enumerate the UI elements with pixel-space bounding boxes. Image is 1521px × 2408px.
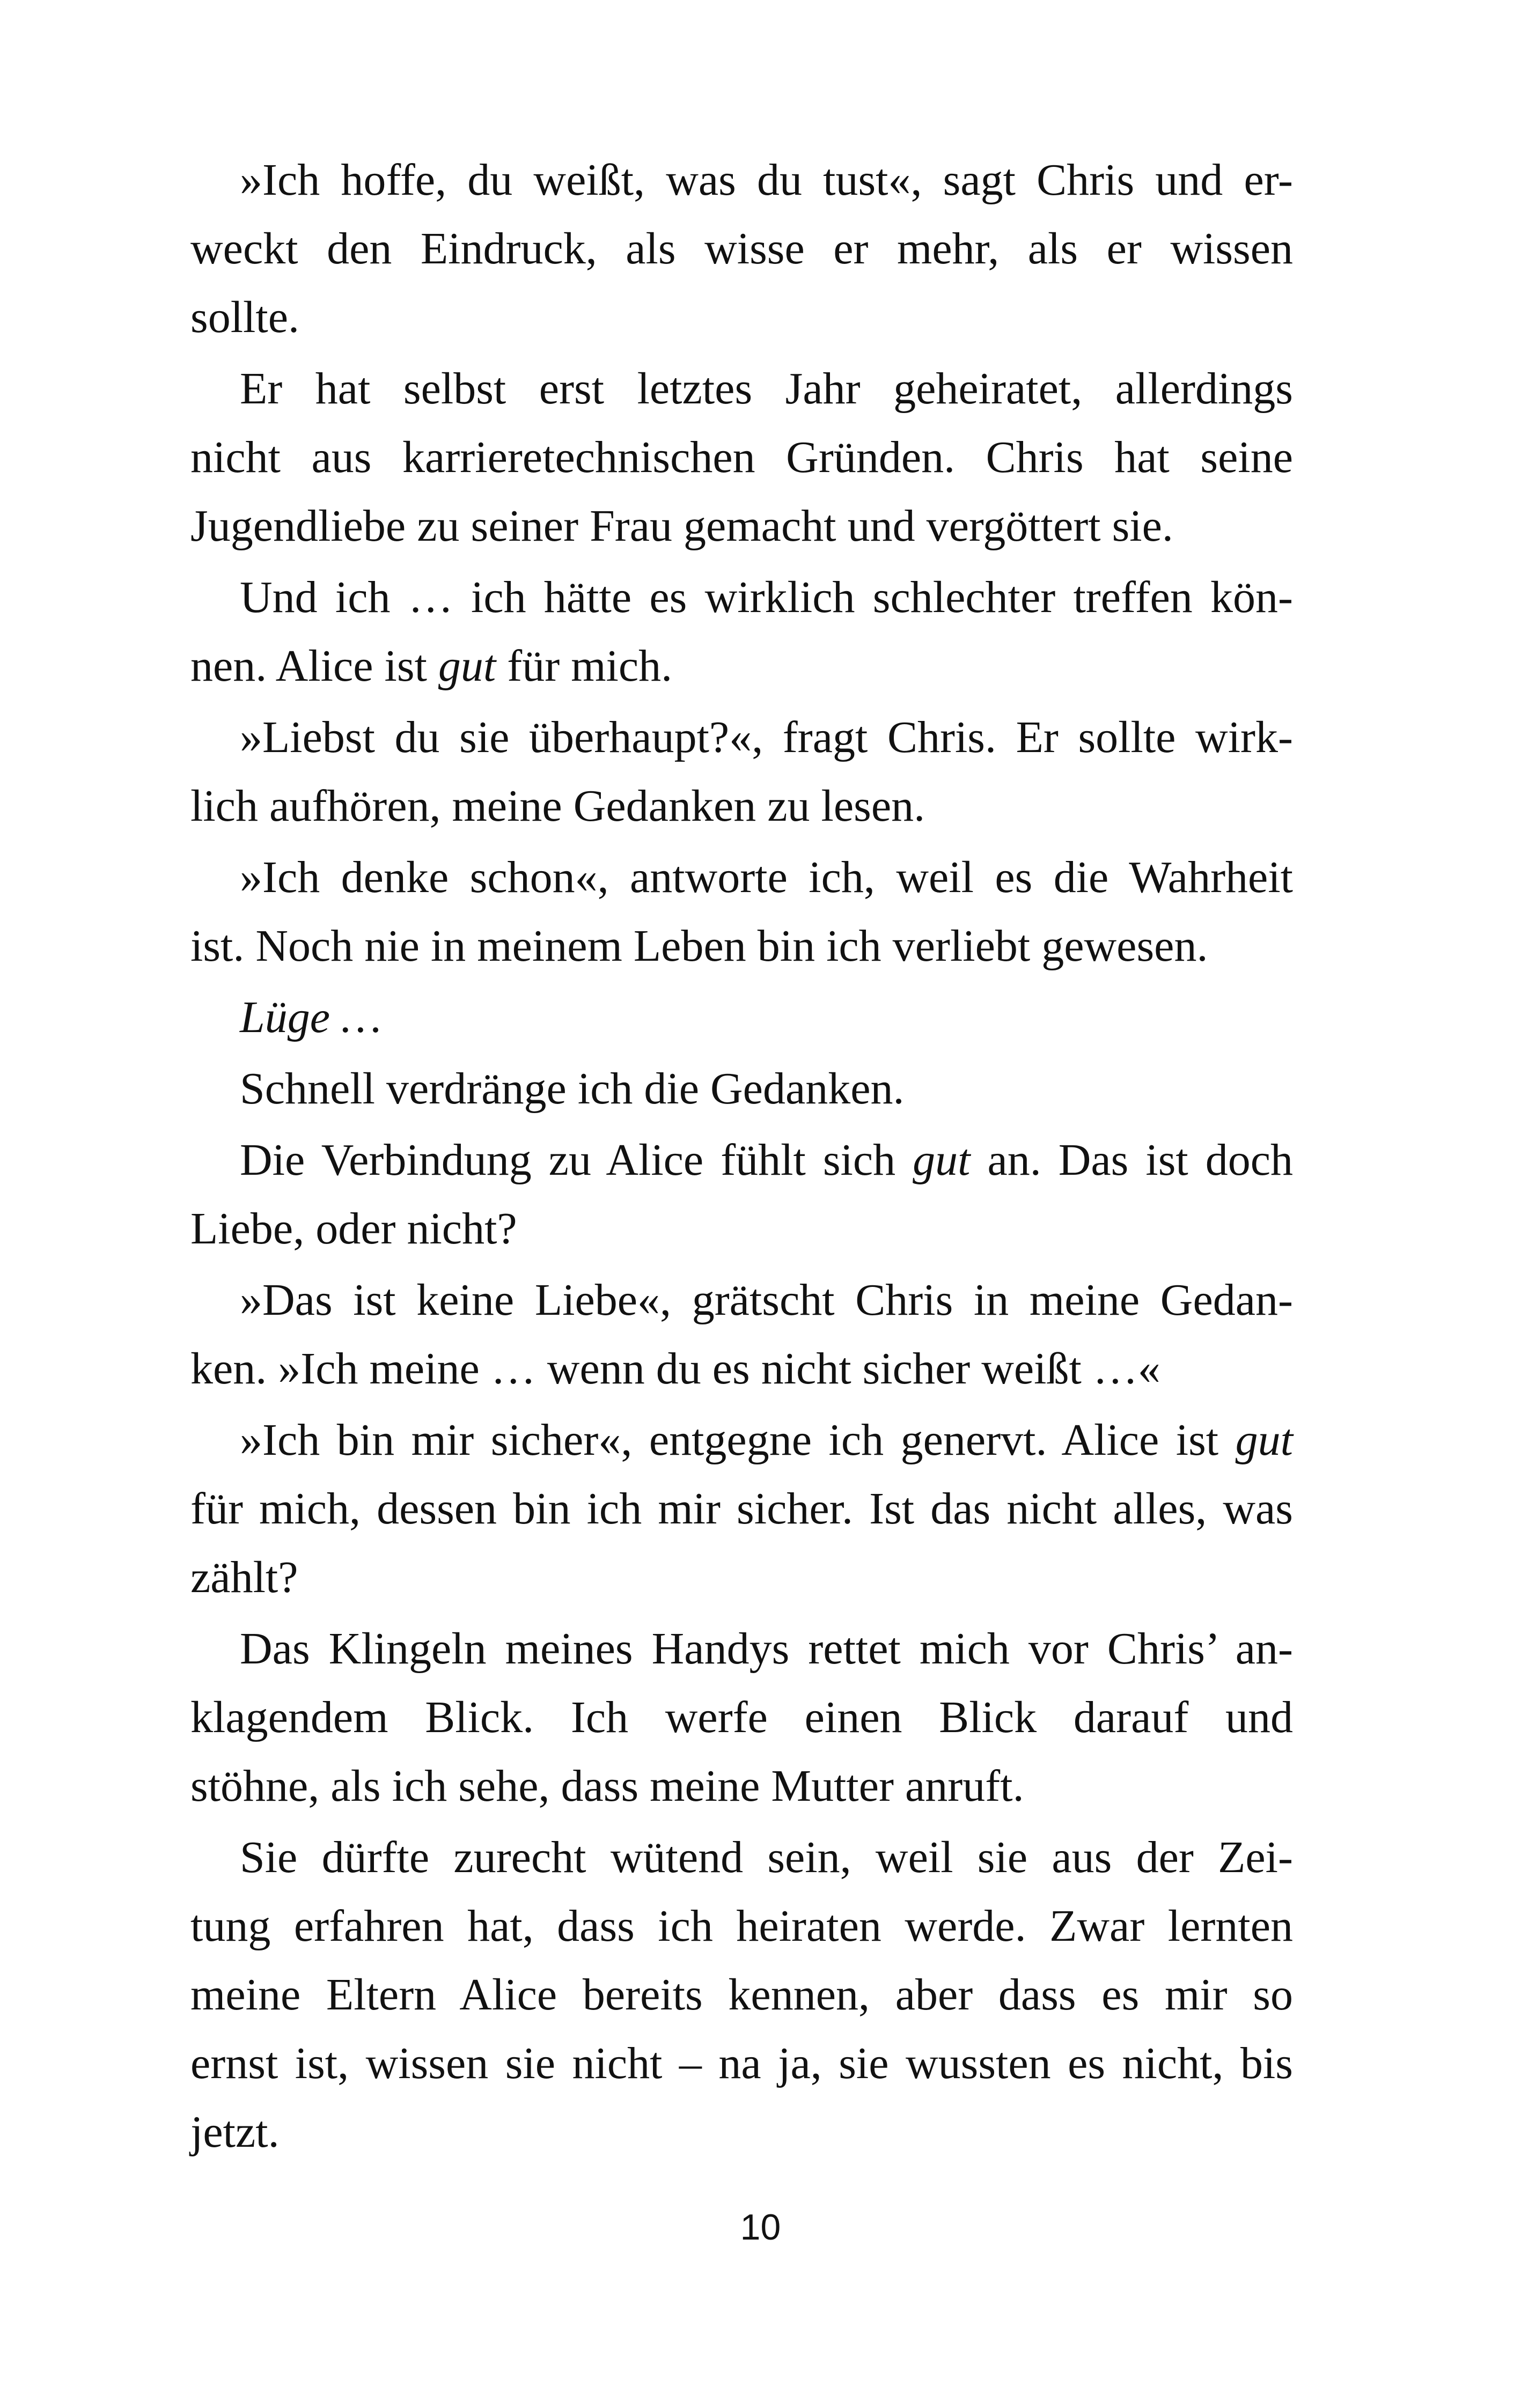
text-line	[190, 1823, 1293, 1892]
text-line	[190, 1683, 1293, 1752]
paragraph	[190, 1266, 1293, 1403]
text-run: zählt?	[190, 1552, 298, 1602]
paragraph	[190, 703, 1293, 841]
paragraph	[190, 146, 1293, 352]
text-run: Die Verbindung zu Alice fühlt sich	[240, 1135, 913, 1185]
text-line	[190, 563, 1293, 632]
italic-text: gut	[913, 1135, 971, 1185]
text-line	[190, 1615, 1293, 1683]
text-run: meine Eltern Alice bereits kennen, aber dass es mir so	[190, 1970, 1293, 2020]
paragraph	[190, 355, 1293, 561]
italic-text: Lüge …	[240, 992, 381, 1042]
text-run: »Das ist keine Liebe«, grätscht Chris in meine Gedan-	[240, 1275, 1293, 1325]
text-line	[190, 215, 1293, 283]
paragraph	[190, 1406, 1293, 1612]
text-run: ernst ist, wissen sie nicht – na ja, sie wussten es nicht, bis	[190, 2038, 1293, 2088]
text-line	[190, 492, 1293, 561]
italic-text: gut	[438, 641, 496, 691]
text-run: für mich, dessen bin ich mir sicher. Ist das nicht alles, was	[190, 1484, 1293, 1534]
text-line	[190, 772, 1293, 841]
text-run: für mich.	[496, 641, 673, 691]
text-run: »Ich hoffe, du weißt, was du tust«, sagt Chris und er-	[240, 155, 1293, 205]
paragraph	[190, 563, 1293, 701]
text-line	[190, 146, 1293, 215]
text-run: ist. Noch nie in meinem Leben bin ich verliebt gewesen.	[190, 921, 1208, 971]
text-line	[190, 983, 1293, 1052]
text-run: tung erfahren hat, dass ich heiraten werde. Zwar lernten	[190, 1901, 1293, 1951]
text-line	[190, 1406, 1293, 1475]
text-line	[190, 1195, 1293, 1263]
body-text	[190, 146, 1293, 2167]
text-run: Liebe, oder nicht?	[190, 1204, 517, 1254]
text-line	[190, 703, 1293, 772]
text-line	[190, 2098, 1293, 2167]
paragraph	[190, 1126, 1293, 1263]
text-run: Schnell verdränge ich die Gedanken.	[240, 1064, 905, 1114]
paragraph	[190, 1615, 1293, 1821]
text-line	[190, 1335, 1293, 1403]
text-run: Das Klingeln meines Handys rettet mich vor Chris’ an-	[240, 1624, 1293, 1674]
text-run: nicht aus karrieretechnischen Gründen. Chris hat seine	[190, 432, 1293, 482]
text-line	[190, 423, 1293, 492]
text-run: stöhne, als ich sehe, dass meine Mutter anruft.	[190, 1761, 1024, 1811]
text-run: »Ich bin mir sicher«, entgegne ich genervt. Alice ist	[240, 1415, 1236, 1465]
text-line	[190, 1475, 1293, 1543]
text-line	[190, 1961, 1293, 2029]
paragraph	[190, 983, 1293, 1052]
page-number: 10	[740, 2207, 781, 2248]
text-line	[190, 355, 1293, 423]
text-run: Sie dürfte zurecht wütend sein, weil sie aus der Zei-	[240, 1832, 1293, 1882]
text-line	[190, 2029, 1293, 2098]
text-run: klagendem Blick. Ich werfe einen Blick darauf und	[190, 1692, 1293, 1742]
text-run: lich aufhören, meine Gedanken zu lesen.	[190, 781, 925, 831]
text-line	[190, 1266, 1293, 1335]
text-run: »Liebst du sie überhaupt?«, fragt Chris. Er sollte wirk-	[240, 712, 1293, 762]
paragraph	[190, 843, 1293, 981]
text-line	[190, 1126, 1293, 1195]
text-run: weckt den Eindruck, als wisse er mehr, als er wissen	[190, 224, 1293, 274]
text-run: sollte.	[190, 292, 299, 342]
text-run: Er hat selbst erst letztes Jahr geheiratet, allerdings	[240, 364, 1293, 414]
text-line	[190, 843, 1293, 912]
text-line	[190, 1055, 1293, 1123]
italic-text: gut	[1235, 1415, 1293, 1465]
text-line	[190, 1892, 1293, 1961]
text-run: nen. Alice ist	[190, 641, 438, 691]
text-run: »Ich denke schon«, antworte ich, weil es die Wahrheit	[240, 852, 1293, 902]
text-run: ken. »Ich meine … wenn du es nicht sicher weißt …«	[190, 1344, 1160, 1394]
text-run: Jugendliebe zu seiner Frau gemacht und vergöttert sie.	[190, 501, 1173, 551]
text-line	[190, 283, 1293, 352]
text-run: Und ich … ich hätte es wirklich schlechter treffen kön-	[240, 572, 1293, 622]
paragraph	[190, 1823, 1293, 2167]
paragraph	[190, 1055, 1293, 1123]
text-line	[190, 632, 1293, 701]
text-run: an. Das ist doch	[970, 1135, 1293, 1185]
text-line	[190, 1752, 1293, 1821]
text-line	[190, 912, 1293, 981]
text-line	[190, 1543, 1293, 1612]
text-run: jetzt.	[190, 2107, 280, 2157]
